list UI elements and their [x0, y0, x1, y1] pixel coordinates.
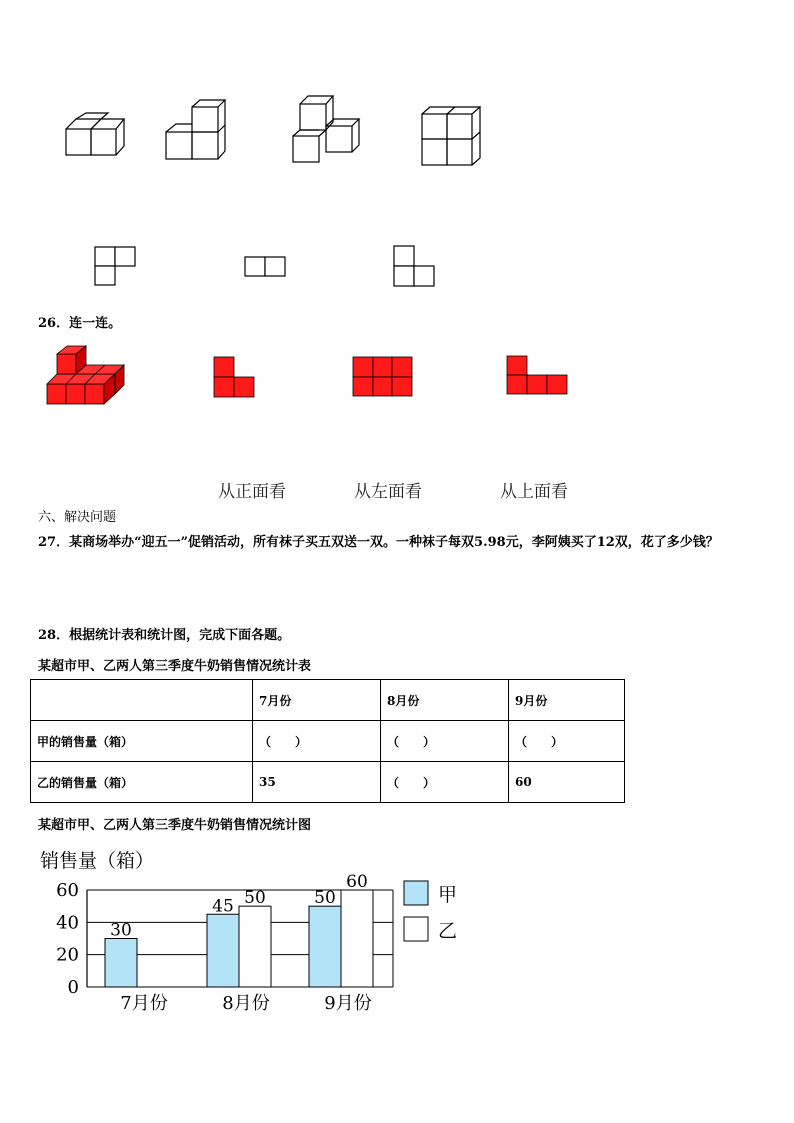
table-header-cell: 8月份 — [381, 680, 509, 721]
y-tick-label: 60 — [56, 880, 79, 901]
bar-value-label: 50 — [314, 888, 336, 909]
bar-chart — [0, 840, 520, 1030]
table-cell: （ ） — [381, 762, 509, 803]
chart-y-axis-label: 销售量（箱） — [40, 850, 155, 872]
table-cell: 乙的销售量（箱） — [31, 762, 253, 803]
table-caption: 某超市甲、乙两人第三季度牛奶销售情况统计表 — [38, 659, 312, 674]
red-cube-figure — [47, 346, 124, 404]
table-cell: （ ） — [381, 721, 509, 762]
bar — [207, 914, 239, 987]
table-header-cell: 9月份 — [509, 680, 625, 721]
cube-figure-4 — [422, 107, 480, 165]
view-label-left: 从左面看 — [354, 482, 422, 502]
cube-figures-row — [0, 80, 520, 180]
legend-swatch — [404, 917, 428, 941]
legend-label: 乙 — [438, 920, 458, 942]
question-27-text: 27．某商场举办“迎五一”促销活动，所有袜子买五双送一双。一种袜子每双5.98元，李阿姨买了12双，花了多少钱？ — [38, 535, 719, 550]
y-tick-label: 20 — [56, 944, 79, 966]
y-tick-label: 0 — [67, 977, 79, 998]
view-shapes-row — [0, 240, 450, 290]
red-view-2 — [353, 357, 412, 396]
view-shape-2 — [245, 257, 285, 276]
red-view-3 — [507, 356, 567, 394]
bar — [239, 906, 271, 987]
table-header-cell — [31, 680, 253, 721]
red-view-1 — [214, 357, 254, 397]
table-cell: （ ） — [253, 721, 381, 762]
legend-swatch — [404, 881, 428, 905]
table-header-row — [31, 680, 625, 721]
cube-figure-2 — [166, 100, 225, 159]
x-tick-label: 8月份 — [222, 993, 270, 1014]
red-figures-row — [0, 340, 600, 410]
table-cell: 35 — [253, 762, 381, 803]
table-cell: 60 — [509, 762, 625, 803]
table-cell: （ ） — [509, 721, 625, 762]
legend-label: 甲 — [438, 884, 458, 906]
section-6-title: 六、解决问题 — [38, 510, 117, 525]
question-26-label: 26．连一连。 — [38, 316, 122, 331]
cube-figure-3 — [293, 96, 359, 162]
bar-value-label: 60 — [346, 872, 368, 892]
table-row — [31, 762, 625, 803]
question-28-text: 28．根据统计表和统计图，完成下面各题。 — [38, 628, 291, 643]
view-shape-3 — [394, 246, 434, 286]
view-label-top: 从上面看 — [500, 482, 568, 502]
view-label-front: 从正面看 — [218, 482, 286, 502]
bar — [341, 890, 373, 987]
table-header-cell: 7月份 — [253, 680, 381, 721]
view-shape-1 — [95, 247, 135, 285]
bar-value-label: 45 — [212, 896, 234, 917]
statistics-table — [30, 679, 625, 803]
table-cell: 甲的销售量（箱） — [31, 721, 253, 762]
table-row — [31, 721, 625, 762]
bar — [105, 939, 137, 988]
bar-value-label: 50 — [244, 888, 266, 909]
x-tick-label: 7月份 — [120, 993, 168, 1014]
y-tick-label: 40 — [56, 912, 79, 934]
bar — [309, 906, 341, 987]
chart-caption: 某超市甲、乙两人第三季度牛奶销售情况统计图 — [38, 818, 312, 833]
bar-value-label: 30 — [110, 920, 132, 941]
x-tick-label: 9月份 — [324, 993, 372, 1014]
cube-figure-1 — [66, 113, 124, 155]
